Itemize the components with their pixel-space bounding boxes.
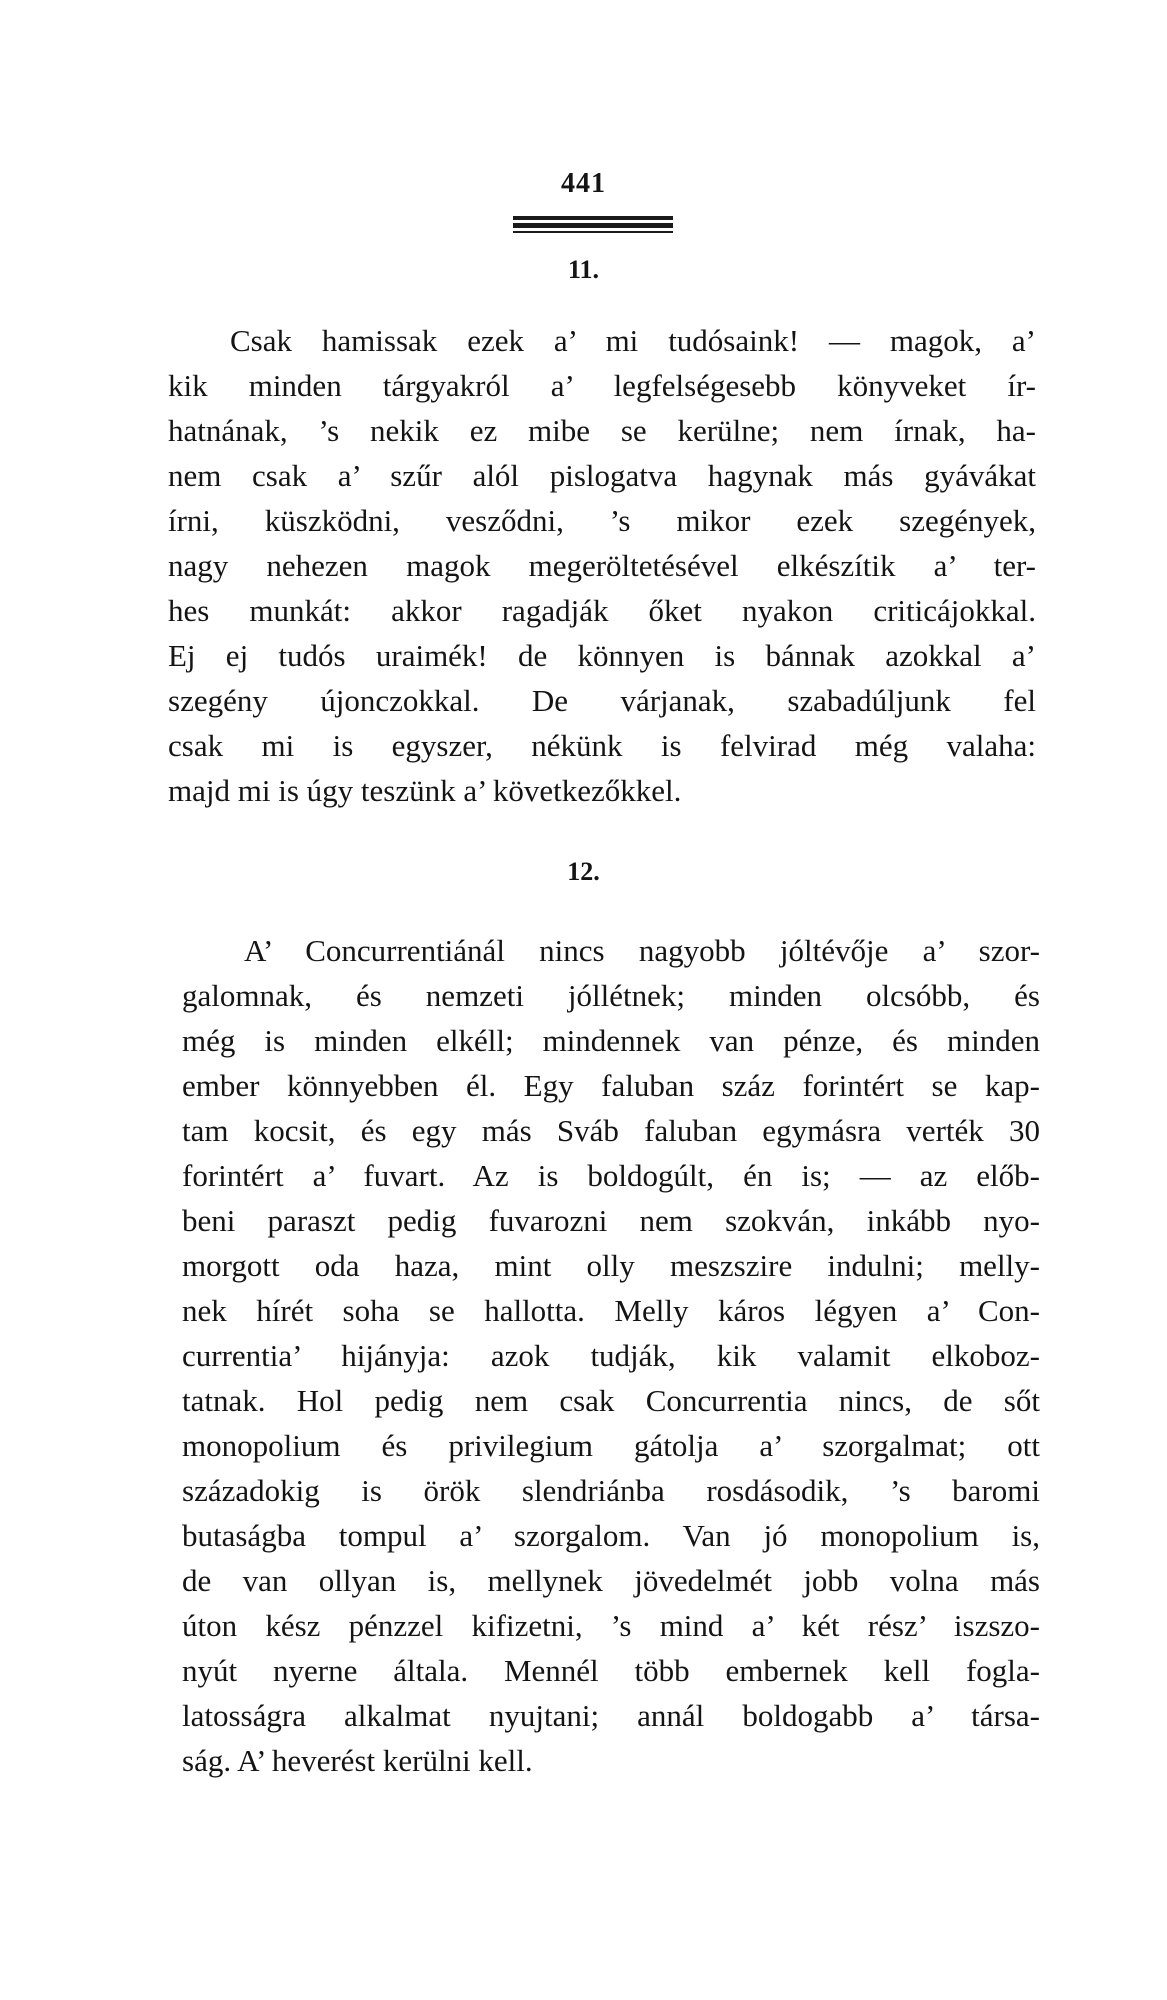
text-line: hatnának, ’s nekik ez mibe se kerülne; nem írnak, ha- bbox=[168, 413, 1036, 448]
text-line: butaságba tompul a’ szorgalom. Van jó monopolium is, bbox=[182, 1518, 1040, 1553]
text-line: ember könnyebben él. Egy faluban száz forintért se kap- bbox=[182, 1068, 1040, 1103]
text-line: ság. A’ heverést kerülni kell. bbox=[182, 1743, 533, 1778]
text-line: csak mi is egyszer, nékünk is felvirad még valaha: bbox=[168, 728, 1036, 763]
text-line: még is minden elkéll; mindennek van pénze, és minden bbox=[182, 1023, 1040, 1058]
text-line: hes munkát: akkor ragadják őket nyakon criticájokkal. bbox=[168, 593, 1036, 628]
header-rule-line bbox=[513, 216, 673, 220]
text-line: A’ Concurrentiánál nincs nagyobb jóltévője a’ szor- bbox=[244, 933, 1040, 968]
text-line: beni paraszt pedig fuvarozni nem szokván, inkább nyo- bbox=[182, 1203, 1040, 1238]
text-line: nek hírét soha se hallotta. Melly káros légyen a’ Con- bbox=[182, 1293, 1040, 1328]
text-line: tatnak. Hol pedig nem csak Concurrentia nincs, de sőt bbox=[182, 1383, 1040, 1418]
text-line: írni, küszködni, vesződni, ’s mikor ezek szegények, bbox=[168, 503, 1036, 538]
text-line: tam kocsit, és egy más Sváb faluban egymásra verték 30 bbox=[182, 1113, 1040, 1148]
paragraph-section-12 bbox=[182, 928, 1040, 1783]
header-rule-line bbox=[513, 231, 673, 233]
header-rule-line bbox=[513, 223, 673, 228]
text-line: majd mi is úgy teszünk a’ következőkkel. bbox=[168, 773, 682, 808]
section-heading-11: 11. bbox=[567, 255, 600, 284]
text-line: de van ollyan is, mellynek jövedelmét jobb volna más bbox=[182, 1563, 1040, 1598]
text-line: monopolium és privilegium gátolja a’ szorgalmat; ott bbox=[182, 1428, 1040, 1463]
section-heading-12: 12. bbox=[567, 857, 600, 886]
text-line: Ej ej tudós uraimék! de könnyen is bánnak azokkal a’ bbox=[168, 638, 1036, 673]
text-line: morgott oda haza, mint olly meszszire indulni; melly- bbox=[182, 1248, 1040, 1283]
page-number: 441 bbox=[561, 168, 606, 199]
text-line: kik minden tárgyakról a’ legfelségesebb könyveket ír- bbox=[168, 368, 1036, 403]
text-line: nyút nyerne általa. Mennél több embernek kell fogla- bbox=[182, 1653, 1040, 1688]
text-line: úton kész pénzzel kifizetni, ’s mind a’ két rész’ iszszo- bbox=[182, 1608, 1040, 1643]
paragraph-section-11 bbox=[168, 318, 1036, 813]
text-line: latosságra alkalmat nyujtani; annál boldogabb a’ társa- bbox=[182, 1698, 1040, 1733]
text-line: nem csak a’ szűr alól pislogatva hagynak más gyávákat bbox=[168, 458, 1036, 493]
text-line: currentia’ hijányja: azok tudják, kik valamit elkoboz- bbox=[182, 1338, 1040, 1373]
text-line: galomnak, és nemzeti jóllétnek; minden olcsóbb, és bbox=[182, 978, 1040, 1013]
text-line: szegény újonczokkal. De várjanak, szabadúljunk fel bbox=[168, 683, 1036, 718]
text-line: századokig is örök slendriánba rosdásodik, ’s baromi bbox=[182, 1473, 1040, 1508]
text-line: forintért a’ fuvart. Az is boldogúlt, én is; — az előb- bbox=[182, 1158, 1040, 1193]
text-line: nagy nehezen magok megeröltetésével elkészítik a’ ter- bbox=[168, 548, 1036, 583]
text-line: Csak hamissak ezek a’ mi tudósaink! — magok, a’ bbox=[230, 323, 1036, 358]
